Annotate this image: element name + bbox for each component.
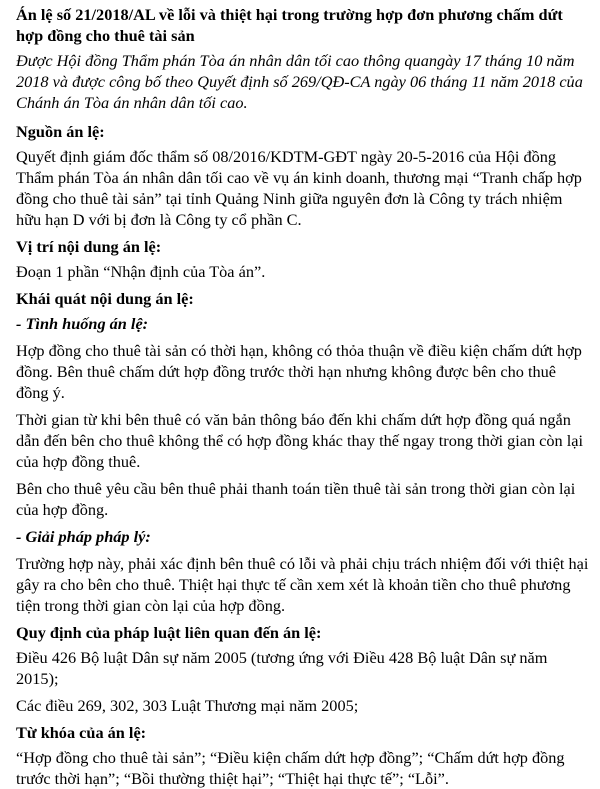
regulations-heading: Quy định của pháp luật liên quan đến án lệ: — [16, 623, 322, 642]
situation-paragraph: Hợp đồng cho thuê tài sản có thời hạn, không có thỏa thuận về điều kiện chấm dứt hợp đồng. Bên thuê chấm dứt hợp đồng trước thời hạn nhưng không được bên cho thuê đồng ý. — [16, 341, 582, 402]
summary-heading: Khái quát nội dung án lệ: — [16, 289, 194, 308]
keywords-heading: Từ khóa của án lệ: — [16, 723, 147, 742]
source-heading: Nguồn án lệ: — [16, 122, 105, 141]
regulation-item: Các điều 269, 302, 303 Luật Thương mại năm 2005; — [16, 696, 359, 715]
position-heading: Vị trí nội dung án lệ: — [16, 237, 162, 256]
document-title: Án lệ số 21/2018/AL về lỗi và thiệt hại trong trường hợp đơn phương chấm dứt hợp đồng cho thuê tài sản — [16, 5, 563, 45]
position-text: Đoạn 1 phần “Nhận định của Tòa án”. — [16, 262, 266, 281]
solution-heading: - Giải pháp pháp lý: — [16, 527, 151, 546]
keywords-text: “Hợp đồng cho thuê tài sản”; “Điều kiện chấm dứt hợp đồng”; “Chấm dứt hợp đồng trước thời hạn”; “Bồi thường thiệt hại”; “Thiệt hại thực tế”; “Lỗi”. — [16, 748, 565, 788]
situation-paragraph: Bên cho thuê yêu cầu bên thuê phải thanh toán tiền thuê tài sản trong thời gian còn lại của hợp đồng. — [16, 479, 576, 519]
solution-text: Trường hợp này, phải xác định bên thuê có lỗi và phải chịu trách nhiệm đối với thiệt hại gây ra cho bên cho thuê. Thiệt hại thực tế cần xem xét là khoản tiền cho thuê phương tiện trong thời gian còn lại của hợp đồng. — [16, 554, 589, 615]
regulation-item: Điều 426 Bộ luật Dân sự năm 2005 (tương ứng với Điều 428 Bộ luật Dân sự năm 2015); — [16, 648, 548, 688]
situation-paragraph: Thời gian từ khi bên thuê có văn bản thông báo đến khi chấm dứt hợp đồng quá ngắn dẫn đến bên cho thuê không thể có hợp đồng khác thay thế ngay trong thời gian còn lại của hợp đồng thuê. — [16, 410, 584, 471]
source-text: Quyết định giám đốc thẩm số 08/2016/KDTM-GĐT ngày 20-5-2016 của Hội đồng Thẩm phán Tòa án nhân dân tối cao về vụ án kinh doanh, thương mại “Tranh chấp hợp đồng cho thuê tài sản” tại tỉnh Quảng Ninh giữa nguyên đơn là Công ty trách nhiệm hữu hạn D với bị đơn là Công ty cổ phần C. — [16, 147, 582, 229]
adoption-note: Được Hội đồng Thẩm phán Tòa án nhân dân tối cao thông quangày 17 tháng 10 năm 2018 và được công bố theo Quyết định số 269/QĐ-CA ngày 06 tháng 11 năm 2018 của Chánh án Tòa án nhân dân tối cao. — [16, 51, 583, 112]
situation-heading: - Tình huống án lệ: — [16, 314, 149, 333]
